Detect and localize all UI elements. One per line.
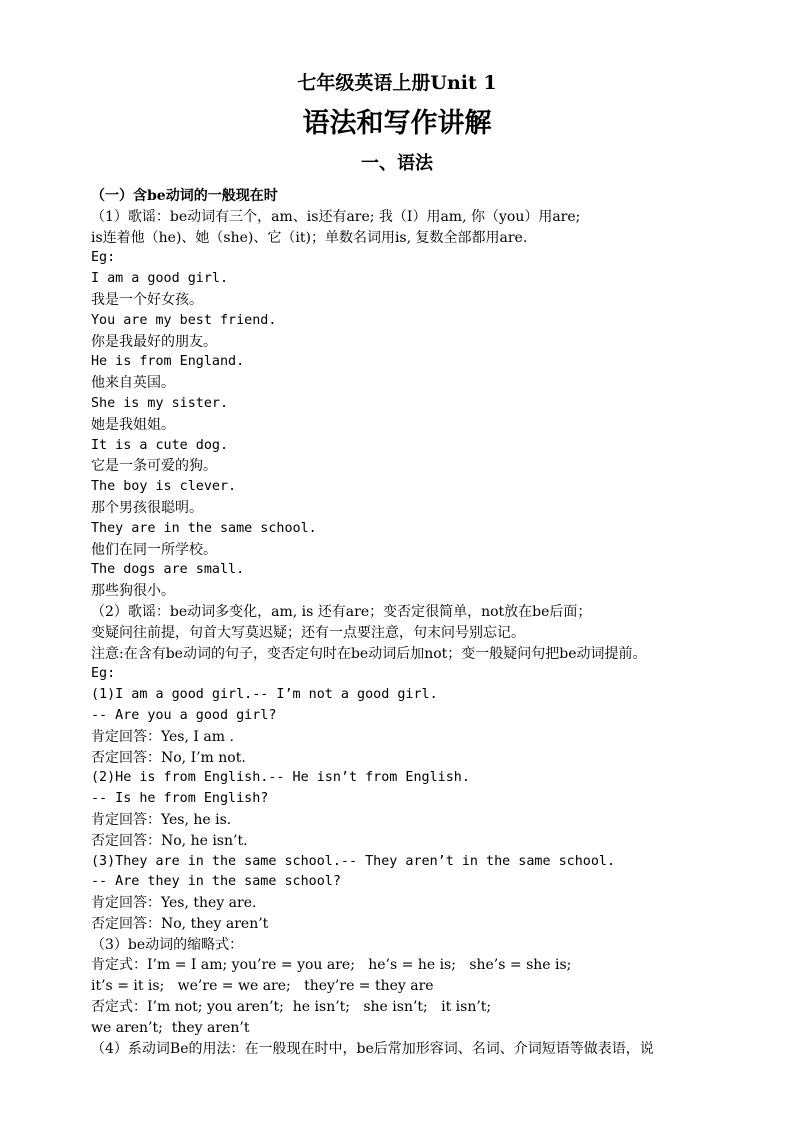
- text-line: 肯定回答：Yes, he is.: [91, 811, 232, 828]
- text-line: -- Is he from English?: [91, 791, 269, 807]
- text-line: is连着他（he)、她（she)、它（it)；单数名词用is, 复数全部都用are.: [91, 229, 528, 246]
- text-line: it’s = it is; we’re = we are; they’re = they are: [91, 978, 434, 995]
- text-line: The boy is clever.: [91, 479, 237, 495]
- text-line: 肯定回答：Yes, I am .: [91, 728, 234, 745]
- doc-title: 七年级英语上册Unit 1: [297, 72, 497, 94]
- text-line: （3）be动词的缩略式：: [91, 936, 244, 953]
- text-line: 那些狗很小。: [91, 583, 175, 600]
- text-line: （一）含be动词的一般现在时: [91, 188, 278, 204]
- text-line: 否定式：I’m not; you aren’t; he isn’t; she isn’t; it isn’t;: [91, 999, 492, 1016]
- doc-subtitle: 语法和写作讲解: [302, 108, 492, 139]
- text-line: The dogs are small.: [91, 562, 245, 578]
- text-line: Eg:: [91, 666, 116, 682]
- text-line: He is from England.: [91, 354, 245, 370]
- document-body: [91, 186, 751, 1059]
- text-line: (1)I am a good girl.-- I’m not a good girl.: [91, 687, 438, 703]
- text-line: -- Are you a good girl?: [91, 707, 277, 723]
- text-line: She is my sister.: [91, 395, 229, 411]
- text-line: 他们在同一所学校。: [91, 541, 217, 558]
- text-line: 否定回答：No, I’m not.: [91, 749, 246, 766]
- text-line: （4）系动词Be的用法：在一般现在时中，be后常加形容词、名词、介词短语等做表语，说: [91, 1040, 654, 1057]
- text-line: 它是一条可爱的狗。: [91, 458, 217, 475]
- section-heading: 一、语法: [361, 153, 433, 174]
- text-line: 注意:在含有be动词的句子，变否定句时在be动词后加not；变一般疑问句把be动词提前。: [91, 645, 647, 662]
- text-line: 他来自英国。: [91, 375, 175, 392]
- text-line: You are my best friend.: [91, 312, 277, 328]
- text-line: （2）歌谣：be动词多变化，am, is 还有are；变否定很简单，not放在be后面；: [91, 603, 592, 620]
- text-line: 她是我姐姐。: [91, 416, 175, 433]
- text-line: It is a cute dog.: [91, 437, 229, 453]
- text-line: (2)He is from English.-- He isn’t from English.: [91, 770, 470, 786]
- text-line: Eg:: [91, 250, 116, 266]
- text-line: 那个男孩很聪明。: [91, 499, 203, 516]
- text-line: 肯定回答：Yes, they are.: [91, 895, 257, 912]
- text-line: 否定回答：No, they aren’t: [91, 915, 269, 932]
- text-line: 我是一个好女孩。: [91, 291, 203, 308]
- text-line: 变疑问往前提，句首大写莫迟疑；还有一点要注意，句末问号别忘记。: [91, 624, 525, 641]
- text-line: -- Are they in the same school?: [91, 874, 341, 890]
- text-line: (3)They are in the same school.-- They aren’t in the same school.: [91, 853, 616, 869]
- text-line: we aren’t; they aren’t: [91, 1019, 250, 1036]
- text-line: 肯定式：I’m = I am; you’re = you are; he’s = he is; she’s = she is;: [91, 957, 572, 974]
- text-line: I am a good girl.: [91, 271, 229, 287]
- text-line: 否定回答：No, he isn’t.: [91, 832, 248, 849]
- text-line: 你是我最好的朋友。: [91, 333, 217, 350]
- text-line: （1）歌谣：be动词有三个，am、is还有are; 我（I）用am, 你（you）用are;: [91, 208, 581, 225]
- text-line: They are in the same school.: [91, 520, 317, 536]
